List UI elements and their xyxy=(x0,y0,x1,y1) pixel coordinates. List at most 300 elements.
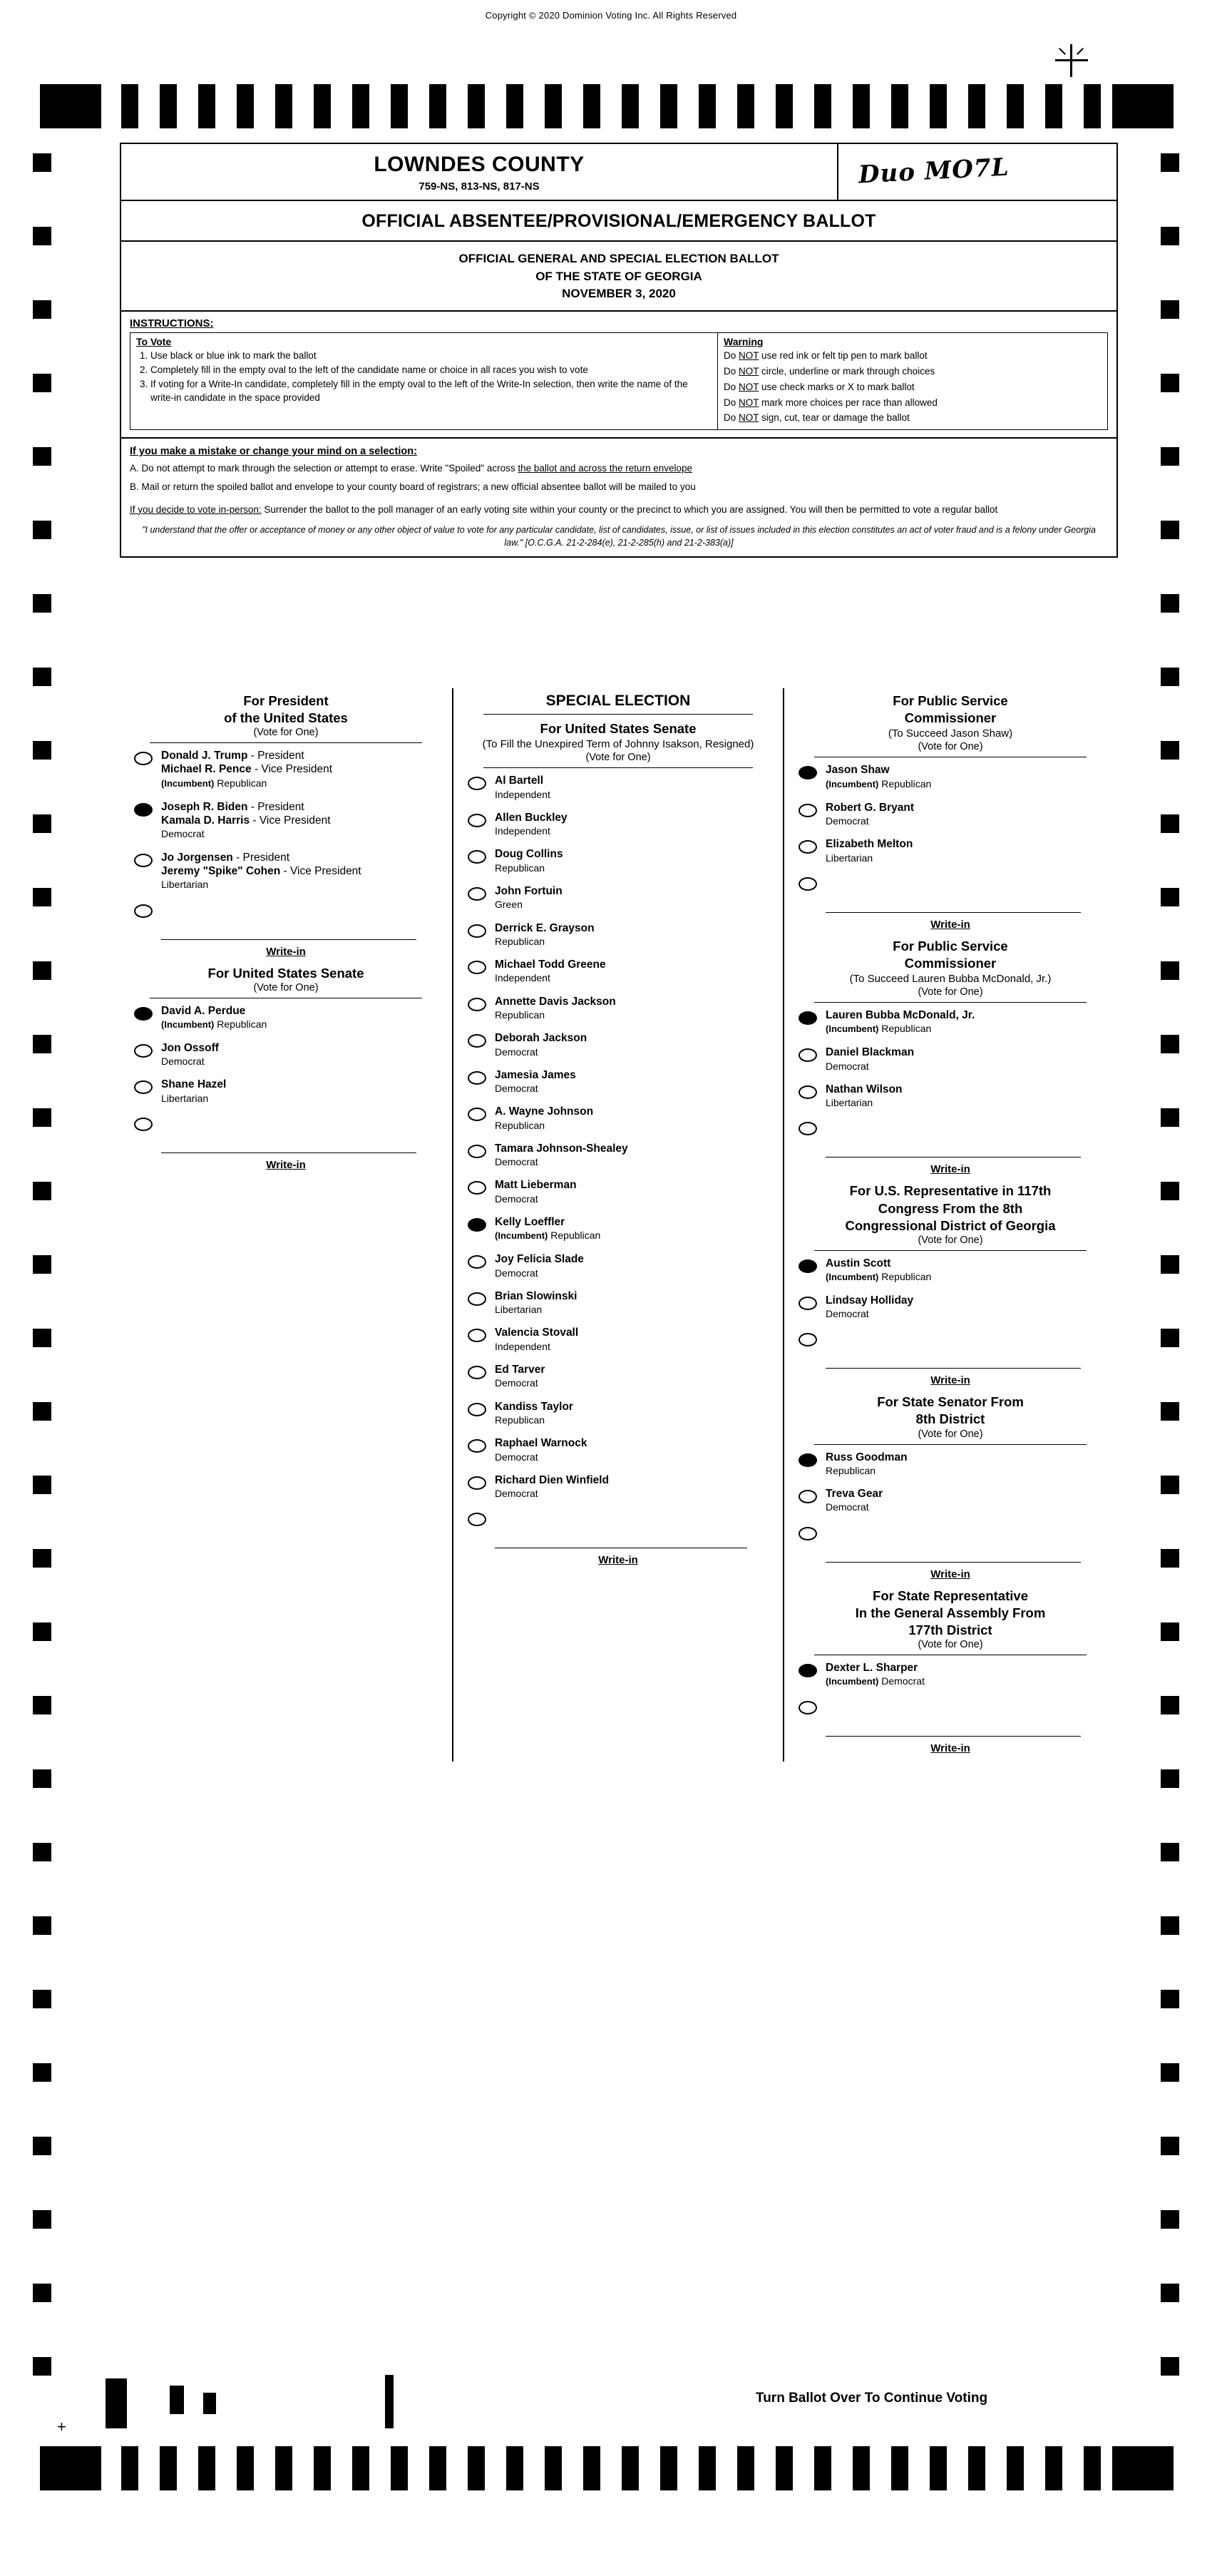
candidate-party: Green xyxy=(495,899,523,911)
write-in-oval[interactable] xyxy=(134,904,153,918)
running-mate-name: Jeremy "Spike" Cohen - Vice President xyxy=(161,865,361,878)
warning-item: Do NOT sign, cut, tear or damage the ballot xyxy=(724,412,910,424)
timing-mark xyxy=(776,2446,793,2490)
timing-mark xyxy=(1161,447,1179,466)
candidate-text xyxy=(826,1083,1105,1110)
candidate-option[interactable] xyxy=(465,1252,771,1279)
candidate-party: Republican xyxy=(495,1009,545,1021)
candidate-name: Deborah Jackson xyxy=(495,1032,587,1045)
vote-oval[interactable] xyxy=(468,1403,486,1416)
write-in-line[interactable] xyxy=(826,1726,1081,1737)
running-mate-name: Kamala D. Harris - Vice President xyxy=(161,814,331,827)
running-mate-name: Michael R. Pence - Vice President xyxy=(161,763,333,776)
timing-mark xyxy=(1161,1182,1179,1200)
vote-oval[interactable] xyxy=(799,1011,817,1025)
vote-oval[interactable] xyxy=(134,803,153,817)
candidate-party: Independent xyxy=(495,1340,550,1352)
candidate-party: Democrat xyxy=(495,1377,538,1389)
ballot-header-box xyxy=(120,143,1118,558)
candidate-option[interactable] xyxy=(465,1178,771,1205)
write-in-line[interactable] xyxy=(826,1358,1081,1369)
timing-mark xyxy=(170,2386,184,2414)
timing-mark xyxy=(33,1843,51,1861)
timing-mark xyxy=(33,741,51,760)
timing-mark xyxy=(33,2357,51,2376)
candidate-name: David A. Perdue xyxy=(161,1004,246,1017)
vote-oval[interactable] xyxy=(799,1297,817,1310)
vote-for-instruction: (Vote for One) xyxy=(918,986,983,998)
candidate-name: Brian Slowinski xyxy=(495,1289,577,1302)
contest-title: For Public Service Commissioner xyxy=(893,938,1008,971)
divider xyxy=(483,767,753,768)
write-in-label: Write-in xyxy=(930,1163,970,1176)
candidate-name: Jason Shaw xyxy=(826,764,890,777)
timing-mark xyxy=(121,2446,138,2490)
candidate-text xyxy=(161,749,441,790)
timing-mark xyxy=(33,1402,51,1421)
candidate-text xyxy=(826,1008,1105,1036)
timing-mark xyxy=(33,2210,51,2229)
header-county-block xyxy=(121,144,837,200)
contest-columns xyxy=(120,688,1118,1762)
candidate-party: Democrat xyxy=(495,1046,538,1058)
write-in-option[interactable] xyxy=(131,901,441,940)
vote-oval[interactable] xyxy=(799,766,817,780)
contest-subtitle: (To Succeed Lauren Bubba McDonald, Jr.) xyxy=(849,972,1052,985)
candidate-option[interactable] xyxy=(465,958,771,985)
contest-title: For State Representative In the General Assembly From 177th District xyxy=(855,1588,1046,1637)
candidate-text xyxy=(495,958,771,985)
candidate-text xyxy=(495,1473,771,1501)
candidate-name: Daniel Blackman xyxy=(826,1046,915,1059)
write-in-line[interactable] xyxy=(826,1147,1081,1157)
write-in-oval[interactable] xyxy=(799,1122,817,1135)
instruction-item: 1. Use black or blue ink to mark the ballot xyxy=(150,349,712,362)
vote-oval[interactable] xyxy=(468,1071,486,1085)
timing-mark-top-left xyxy=(40,84,101,128)
vote-oval[interactable] xyxy=(468,777,486,790)
candidate-party: Libertarian xyxy=(826,1097,873,1109)
candidate-name: Valencia Stovall xyxy=(495,1327,579,1339)
candidate-option[interactable] xyxy=(796,1083,1105,1110)
candidate-option[interactable] xyxy=(465,1215,771,1242)
inperson-heading: If you decide to vote in-person: xyxy=(130,504,262,515)
timing-mark-bottom-left xyxy=(40,2446,101,2490)
write-in-line[interactable] xyxy=(826,902,1081,913)
candidate-text xyxy=(495,1436,771,1463)
vote-oval[interactable] xyxy=(134,854,153,867)
candidate-party: Libertarian xyxy=(826,852,873,864)
timing-mark xyxy=(33,1035,51,1053)
timing-mark xyxy=(33,521,51,539)
candidate-option[interactable] xyxy=(796,1487,1105,1514)
candidate-party: Independent xyxy=(495,825,550,837)
timing-mark xyxy=(930,2446,947,2490)
write-in-line[interactable] xyxy=(826,1552,1081,1563)
warning-item: Do NOT use check marks or X to mark ballot xyxy=(724,381,915,392)
candidate-name: Elizabeth Melton xyxy=(826,838,913,851)
candidate-option[interactable] xyxy=(465,1473,771,1501)
candidate-name: A. Wayne Johnson xyxy=(495,1105,594,1118)
candidate-option[interactable] xyxy=(131,1078,441,1105)
timing-mark xyxy=(1161,227,1179,245)
vote-oval[interactable] xyxy=(468,1476,486,1490)
candidate-name: Shane Hazel xyxy=(161,1078,227,1091)
candidate-option[interactable] xyxy=(465,811,771,838)
timing-mark xyxy=(1161,1035,1179,1053)
candidate-option[interactable] xyxy=(796,763,1105,790)
timing-mark xyxy=(203,2393,216,2414)
write-in-oval[interactable] xyxy=(799,1527,817,1540)
candidate-name: Raphael Warnock xyxy=(495,1437,587,1450)
write-in-option[interactable] xyxy=(131,1115,441,1153)
write-in-oval[interactable] xyxy=(134,1118,153,1131)
candidate-party: Democrat xyxy=(495,1156,538,1168)
vote-oval[interactable] xyxy=(134,1044,153,1058)
candidate-option[interactable] xyxy=(465,1031,771,1058)
write-in-line[interactable] xyxy=(495,1538,747,1548)
candidate-name: Austin Scott xyxy=(826,1257,891,1269)
timing-mark xyxy=(33,594,51,613)
vote-oval[interactable] xyxy=(468,1218,486,1232)
timing-mark xyxy=(1161,1255,1179,1274)
write-in-line[interactable] xyxy=(161,1143,416,1153)
warning-heading: Warning xyxy=(724,335,764,347)
candidate-party: Republican xyxy=(495,935,545,947)
candidate-text xyxy=(495,1031,771,1058)
mistake-option-b: B. Mail or return the spoiled ballot and envelope to your county board of registrars; a new official absentee ballot will be mailed to you xyxy=(130,481,696,492)
vote-oval[interactable] xyxy=(468,998,486,1011)
candidate-option[interactable] xyxy=(465,921,771,949)
candidate-party: Democrat xyxy=(495,1192,538,1205)
candidate-option[interactable] xyxy=(796,837,1105,864)
candidate-option[interactable] xyxy=(465,1400,771,1427)
write-in-option[interactable] xyxy=(796,874,1105,913)
copyright-notice: Copyright © 2020 Dominion Voting Inc. All Rights Reserved xyxy=(485,10,737,21)
ballot-column-1 xyxy=(120,688,452,1762)
candidate-text xyxy=(495,811,771,838)
candidate-text xyxy=(495,1363,771,1390)
inperson-text: Surrender the ballot to the poll manager of an early voting site within your county or the precinct to which you are assigned. You will then be permitted to vote a regular ballot xyxy=(264,504,998,515)
candidate-text xyxy=(495,1289,771,1317)
timing-mark xyxy=(121,84,138,128)
vote-oval[interactable] xyxy=(468,814,486,827)
candidate-option[interactable] xyxy=(131,800,441,841)
vote-for-instruction: (Vote for One) xyxy=(585,752,651,764)
candidate-name: Annette Davis Jackson xyxy=(495,995,616,1008)
warning-block xyxy=(718,333,1107,429)
candidate-name: Allen Buckley xyxy=(495,811,568,824)
candidate-text xyxy=(826,837,1105,864)
timing-mark xyxy=(545,2446,562,2490)
contest-title: For President of the United States xyxy=(224,693,348,726)
vote-oval[interactable] xyxy=(134,1080,153,1094)
timing-mark xyxy=(1007,2446,1024,2490)
candidate-text xyxy=(495,1105,771,1132)
timing-mark xyxy=(1161,1916,1179,1935)
candidate-text xyxy=(495,995,771,1022)
candidate-text xyxy=(495,774,771,801)
candidate-party: Democrat xyxy=(495,1083,538,1095)
candidate-name: Joseph R. Biden - President xyxy=(161,800,304,813)
candidate-option[interactable] xyxy=(796,1257,1105,1284)
candidate-name: Nathan Wilson xyxy=(826,1083,903,1095)
write-in-oval[interactable] xyxy=(468,1513,486,1526)
candidate-party: (Incumbent) Democrat xyxy=(826,1675,925,1687)
candidate-name: Michael Todd Greene xyxy=(495,959,606,971)
timing-mark xyxy=(33,1476,51,1494)
timing-mark xyxy=(429,84,446,128)
candidate-party: Independent xyxy=(495,972,550,984)
candidate-party: Libertarian xyxy=(161,1092,209,1104)
write-in-label: Write-in xyxy=(266,945,306,958)
warning-item: Do NOT circle, underline or mark through choices xyxy=(724,365,935,377)
timing-mark xyxy=(1161,1108,1179,1127)
timing-mark xyxy=(1161,153,1179,172)
candidate-party: Democrat xyxy=(495,1451,538,1463)
vote-oval[interactable] xyxy=(799,1048,817,1062)
contest-title: For Public Service Commissioner xyxy=(893,693,1008,726)
vote-oval[interactable] xyxy=(468,1329,486,1342)
candidate-option[interactable] xyxy=(465,884,771,911)
timing-mark xyxy=(33,2137,51,2155)
header-note-box xyxy=(837,144,1116,200)
vote-oval[interactable] xyxy=(468,1292,486,1306)
timing-mark xyxy=(1161,814,1179,833)
instructions-heading: INSTRUCTIONS: xyxy=(130,317,214,329)
timing-mark xyxy=(33,1622,51,1641)
candidate-option[interactable] xyxy=(465,995,771,1022)
candidate-party: (Incumbent) Republican xyxy=(161,1018,267,1031)
timing-mark xyxy=(33,888,51,906)
candidate-text xyxy=(826,1294,1105,1321)
vote-for-instruction: (Vote for One) xyxy=(918,741,983,753)
timing-mark xyxy=(1161,2357,1179,2376)
candidate-name: Joy Felicia Slade xyxy=(495,1253,584,1266)
candidate-option[interactable] xyxy=(465,1142,771,1169)
mistake-heading: If you make a mistake or change your mind on a selection: xyxy=(130,446,417,458)
timing-mark xyxy=(583,84,600,128)
ballot-column-2 xyxy=(452,688,784,1762)
vote-oval[interactable] xyxy=(134,1007,153,1021)
vote-oval[interactable] xyxy=(468,924,486,938)
candidate-text xyxy=(495,1252,771,1279)
vote-oval[interactable] xyxy=(468,1034,486,1048)
candidate-party: Libertarian xyxy=(161,879,209,891)
timing-mark xyxy=(391,84,408,128)
candidate-option[interactable] xyxy=(465,1326,771,1353)
timing-mark xyxy=(33,1696,51,1714)
candidate-option[interactable] xyxy=(465,847,771,874)
vote-oval[interactable] xyxy=(799,1259,817,1273)
timing-mark xyxy=(106,2378,127,2428)
vote-for-instruction: (Vote for One) xyxy=(253,727,319,739)
timing-mark xyxy=(352,2446,369,2490)
vote-oval[interactable] xyxy=(468,1181,486,1195)
vote-oval[interactable] xyxy=(799,1490,817,1503)
timing-mark xyxy=(1007,84,1024,128)
candidate-text xyxy=(495,1142,771,1169)
vote-oval[interactable] xyxy=(468,1145,486,1158)
timing-mark xyxy=(737,2446,754,2490)
candidate-party: Republican xyxy=(495,862,545,874)
timing-mark xyxy=(660,84,677,128)
warning-item: Do NOT use red ink or felt tip pen to mark ballot xyxy=(724,349,928,361)
timing-mark xyxy=(814,84,831,128)
candidate-text xyxy=(826,1661,1105,1688)
election-line-2: OF THE STATE OF GEORGIA xyxy=(535,269,702,283)
vote-oval[interactable] xyxy=(799,1453,817,1467)
timing-mark xyxy=(1161,1476,1179,1494)
candidate-text xyxy=(826,1451,1105,1478)
timing-mark xyxy=(506,84,523,128)
candidate-name: Ed Tarver xyxy=(495,1364,545,1376)
candidate-name: Jon Ossoff xyxy=(161,1041,219,1054)
instructions-section xyxy=(121,312,1116,439)
candidate-name: Lindsay Holliday xyxy=(826,1294,914,1307)
timing-mark xyxy=(33,668,51,686)
write-in-option[interactable] xyxy=(796,1119,1105,1157)
vote-oval[interactable] xyxy=(468,1439,486,1453)
instruction-item: 3. If voting for a Write-In candidate, completely fill in the empty oval to the left of the Write-In selection, then write the name of the write-in candidate in the space provided xyxy=(150,378,712,404)
vote-oval[interactable] xyxy=(468,1108,486,1121)
candidate-party: Democrat xyxy=(161,828,205,840)
timing-mark xyxy=(33,1255,51,1274)
vote-oval[interactable] xyxy=(468,1366,486,1379)
timing-mark xyxy=(1161,2210,1179,2229)
candidate-party: Democrat xyxy=(826,1308,869,1320)
write-in-option[interactable] xyxy=(796,1330,1105,1369)
candidate-option[interactable] xyxy=(131,1041,441,1068)
timing-mark xyxy=(1161,374,1179,392)
vote-oval[interactable] xyxy=(799,1085,817,1099)
timing-mark xyxy=(1161,1402,1179,1421)
timing-mark xyxy=(1161,2284,1179,2302)
candidate-party: Republican xyxy=(495,1414,545,1426)
candidate-option[interactable] xyxy=(796,1008,1105,1036)
registration-mark-icon xyxy=(1055,44,1088,77)
plus-mark: + xyxy=(57,2418,66,2436)
timing-mark xyxy=(891,84,908,128)
vote-for-instruction: (Vote for One) xyxy=(918,1428,983,1440)
candidate-name: Jo Jorgensen - President xyxy=(161,851,290,864)
candidate-name: Doug Collins xyxy=(495,848,563,861)
candidate-text xyxy=(826,1487,1105,1514)
write-in-oval[interactable] xyxy=(799,1333,817,1346)
candidate-option[interactable] xyxy=(796,1451,1105,1478)
candidate-option[interactable] xyxy=(465,1068,771,1095)
candidate-option[interactable] xyxy=(796,1294,1105,1321)
timing-mark xyxy=(1161,300,1179,319)
mistake-section xyxy=(121,439,1116,496)
ballot-column-3 xyxy=(784,688,1116,1762)
candidate-option[interactable] xyxy=(796,1046,1105,1073)
candidate-party: Republican xyxy=(826,1464,876,1476)
candidate-name: Kelly Loeffler xyxy=(495,1216,565,1229)
timing-mark xyxy=(699,2446,716,2490)
timing-mark xyxy=(1161,2063,1179,2082)
vote-for-instruction: (Vote for One) xyxy=(918,1638,983,1650)
timing-mark xyxy=(583,2446,600,2490)
vote-oval[interactable] xyxy=(134,752,153,765)
divider xyxy=(814,1250,1087,1251)
timing-mark xyxy=(33,814,51,833)
to-vote-heading: To Vote xyxy=(136,335,172,347)
timing-mark xyxy=(1161,1549,1179,1568)
timing-mark xyxy=(33,1549,51,1568)
candidate-option[interactable] xyxy=(465,1436,771,1463)
timing-mark xyxy=(1161,1329,1179,1347)
write-in-line[interactable] xyxy=(161,929,416,940)
candidate-option[interactable] xyxy=(131,1004,441,1031)
county-name: LOWNDES COUNTY xyxy=(374,153,585,176)
timing-mark xyxy=(314,2446,331,2490)
vote-oval[interactable] xyxy=(468,1255,486,1269)
candidate-option[interactable] xyxy=(131,749,441,790)
divider xyxy=(814,1444,1087,1445)
timing-mark-top-right xyxy=(1112,84,1174,128)
timing-mark xyxy=(968,84,985,128)
timing-mark xyxy=(622,84,639,128)
timing-mark xyxy=(814,2446,831,2490)
special-election-banner: SPECIAL ELECTION xyxy=(545,692,691,709)
timing-mark xyxy=(33,2284,51,2302)
candidate-option[interactable] xyxy=(465,1289,771,1317)
candidate-name: Al Bartell xyxy=(495,775,544,787)
timing-mark xyxy=(1045,84,1062,128)
contest-subtitle: (To Fill the Unexpired Term of Johnny Isakson, Resigned) xyxy=(482,738,754,751)
vote-oval[interactable] xyxy=(468,961,486,974)
vote-oval[interactable] xyxy=(799,840,817,854)
write-in-option[interactable] xyxy=(465,1510,771,1548)
candidate-option[interactable] xyxy=(465,1363,771,1390)
candidate-name: Dexter L. Sharper xyxy=(826,1661,918,1674)
candidate-name: Donald J. Trump - President xyxy=(161,750,304,762)
write-in-oval[interactable] xyxy=(799,1701,817,1714)
candidate-text xyxy=(161,800,441,841)
candidate-option[interactable] xyxy=(796,1661,1105,1688)
write-in-option[interactable] xyxy=(796,1524,1105,1563)
timing-mark xyxy=(429,2446,446,2490)
candidate-option[interactable] xyxy=(465,774,771,801)
timing-mark xyxy=(33,1916,51,1935)
timing-mark xyxy=(1161,668,1179,686)
timing-mark xyxy=(33,1108,51,1127)
candidate-party: (Incumbent) Republican xyxy=(495,1230,601,1242)
candidate-text xyxy=(826,1257,1105,1284)
candidate-text xyxy=(161,851,441,891)
candidate-option[interactable] xyxy=(465,1105,771,1132)
timing-mark xyxy=(506,2446,523,2490)
timing-mark xyxy=(237,2446,254,2490)
write-in-label: Write-in xyxy=(930,1742,970,1755)
candidate-option[interactable] xyxy=(131,851,441,891)
candidate-text xyxy=(495,1400,771,1427)
candidate-text xyxy=(826,1046,1105,1073)
write-in-oval[interactable] xyxy=(799,877,817,891)
vote-oval[interactable] xyxy=(799,804,817,817)
candidate-option[interactable] xyxy=(796,801,1105,828)
timing-mark xyxy=(33,374,51,392)
election-title-block xyxy=(121,242,1116,312)
candidate-text xyxy=(161,1078,441,1105)
write-in-option[interactable] xyxy=(796,1698,1105,1737)
vote-oval[interactable] xyxy=(468,850,486,864)
vote-oval[interactable] xyxy=(799,1664,817,1677)
vote-oval[interactable] xyxy=(468,887,486,901)
candidate-name: Lauren Bubba McDonald, Jr. xyxy=(826,1009,975,1022)
timing-mark xyxy=(391,2446,408,2490)
